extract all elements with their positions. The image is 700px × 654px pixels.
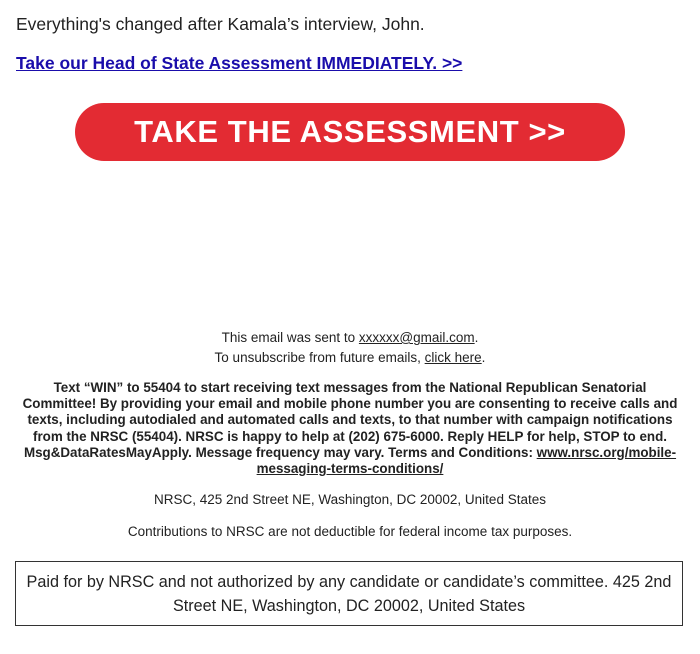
paid-for-disclaimer-box	[15, 561, 683, 626]
contributions-notice: Contributions to NRSC are not deductible for federal income tax purposes.	[127, 524, 573, 540]
cta-container	[75, 103, 625, 161]
assessment-link[interactable]: Take our Head of State Assessment IMMEDIATELY. >>	[16, 53, 463, 73]
unsubscribe-link[interactable]: click here	[424, 350, 482, 365]
unsubscribe-line	[16, 348, 684, 368]
sent-to-prefix: This email was sent to	[221, 330, 359, 345]
unsubscribe-suffix: .	[481, 350, 486, 365]
sms-disclaimer	[16, 380, 684, 477]
sms-terms-link[interactable]: www.nrsc.org/mobile-messaging-terms-conditions/	[256, 444, 677, 477]
sent-to-suffix: .	[474, 330, 479, 345]
intro-text: Everything's changed after Kamala’s interview, John.	[16, 14, 425, 34]
recipient-email-link[interactable]: xxxxxx@gmail.com	[358, 330, 475, 345]
email-footer	[16, 328, 684, 541]
mailing-address: NRSC, 425 2nd Street NE, Washington, DC 20002, United States	[154, 492, 546, 508]
take-assessment-button[interactable]: TAKE THE ASSESSMENT >>	[75, 103, 625, 161]
sms-disclaimer-text: Text “WIN” to 55404 to start receiving text messages from the National Republican Senatorial Committee! By providing your email and mobile phone number you are consenting to receive calls and texts, including autodialed and automated calls and texts, to that number with campaign notifications from the NRSC (55404). NRSC is happy to help at (202) 675-6000. Reply HELP for help, STOP to end. Msg&DataRatesMayApply. Message frequency may vary. Terms and Conditions:	[22, 380, 678, 460]
paid-for-disclaimer-text: Paid for by NRSC and not authorized by any candidate or candidate’s committee. 425 2nd Street NE, Washington, DC 20002, United States	[26, 572, 672, 615]
unsubscribe-prefix: To unsubscribe from future emails,	[214, 350, 425, 365]
sent-to-line	[16, 328, 684, 348]
